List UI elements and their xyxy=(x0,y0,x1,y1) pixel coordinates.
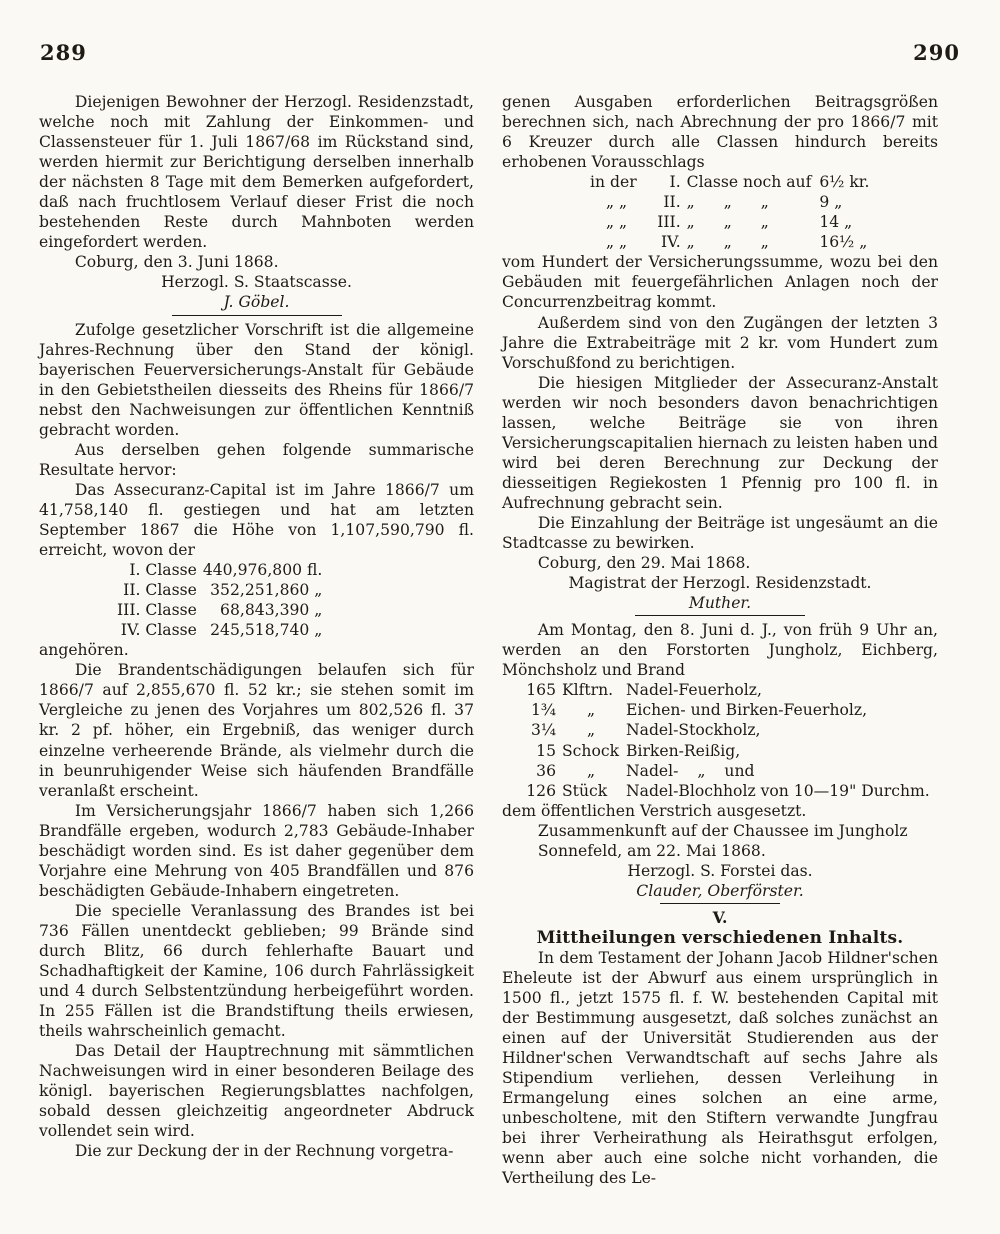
table-row xyxy=(520,700,930,720)
wood-unit: Stück xyxy=(562,781,608,800)
wood-lot-table xyxy=(520,680,930,800)
damages-paragraph: Die Brandentschädigungen belaufen sich für 1866/7 auf 2,855,670 fl. 52 kr.; sie stehen somit im Vergleiche zu jenen des Vorjahres um 802,526 fl. 37 kr. 2 pf. höher, ein Ergebniß, das weniger durch einzelne verheerende Brände, als vielmehr durch die in beunruhigender Weise sich häufenden Brandfälle veranlaßt erscheint. xyxy=(39,661,474,800)
class-value: 68,843,390 „ xyxy=(220,601,323,620)
table-row xyxy=(117,580,322,600)
table-row xyxy=(590,192,869,212)
detail-paragraph: Das Detail der Hauptrechnung mit sämmtlichen Nachweisungen wird in einer besonderen Beilage des königl. bayerischen Regierungsblattes nachfolgen, sobald dessen gleichzeitig angeordneter Abdruck vollendet sein wird. xyxy=(39,1042,474,1141)
class-label: I. Classe xyxy=(129,561,197,580)
wood-unit: „ xyxy=(586,761,596,780)
wood-item: Nadel-Blochholz von 10—19" Durchm. xyxy=(626,781,930,800)
auction-paragraph: Zusammenkunft auf der Chaussee im Jungholz xyxy=(537,821,908,840)
wood-item: Eichen- und Birken-Feuerholz, xyxy=(626,701,868,720)
issuing-authority: Herzogl. S. Staatscasse. xyxy=(161,273,352,292)
section-number: V. xyxy=(712,907,728,927)
rate-prefix: „ „ xyxy=(606,213,628,232)
rate-text: Classe noch auf xyxy=(686,173,812,192)
contribution-paragraph: vom Hundert der Versicherungssumme, wozu bei den Gebäuden mit feuergefährlichen Anlagen noch der Concurrenzbeitrag kommt. xyxy=(502,253,938,312)
divider xyxy=(172,315,342,316)
class-capital-table xyxy=(117,560,322,640)
wood-quantity: 165 xyxy=(526,681,556,700)
wood-item: Nadel- „ und xyxy=(626,761,755,780)
table-row xyxy=(117,600,322,620)
wood-quantity: 126 xyxy=(526,781,556,800)
wood-quantity: 1¾ xyxy=(530,701,556,720)
rate-value: 6½ kr. xyxy=(819,173,870,192)
divider xyxy=(635,615,805,616)
members-paragraph: Die hiesigen Mitglieder der Assecuranz-Anstalt werden wir noch besonders davon benachrichtigen lassen, welche Beiträge sie von ihren Versicherungscapitalien hiernach zu leisten haben und wird bei deren Berechnung zur Deckung der diesseitigen Regiekosten 1 Pfennig pro 100 fl. in Aufrechnung gebracht sein. xyxy=(502,373,938,512)
wood-quantity: 15 xyxy=(536,741,556,760)
rate-prefix: „ „ xyxy=(606,233,628,252)
signature: Clauder, Oberförster. xyxy=(636,881,804,900)
tax-notice-paragraph: Diejenigen Bewohner der Herzogl. Residenzstadt, welche noch mit Zahlung der Einkommen- und Classensteuer für 1. Juli 1867/68 im Rückstand sind, werden hiermit zur Berichtigung derselben innerhalb der nächsten 8 Tage mit dem Bemerken aufgefordert, daß nach fruchtlosem Verlauf dieser Frist die noch bestehenden Reste durch Mahnboten werden eingefordert werden. xyxy=(39,93,474,252)
rate-class: I. xyxy=(669,173,681,192)
table-row xyxy=(520,680,930,700)
right-column xyxy=(502,92,938,1189)
rate-value: 14 „ xyxy=(819,213,853,232)
coverage-paragraph: Die zur Deckung der in der Rechnung vorgetra- xyxy=(74,1142,454,1161)
class-value: 245,518,740 „ xyxy=(210,621,323,640)
class-label: III. Classe xyxy=(117,601,197,620)
causes-paragraph: Die specielle Veranlassung des Brandes ist bei 736 Fällen unentdeckt geblieben; 99 Brände sind durch Blitz, 66 durch fehlerhafte Bauart und Schadhaftigkeit der Kamine, 106 durch Fahrlässigkeit und 4 durch Selbstentzündung herbeigeführt worden. In 255 Fällen ist die Brandstiftung theils erwiesen, theils wahrscheinlich gemacht. xyxy=(39,901,474,1041)
class-label: IV. Classe xyxy=(120,621,197,640)
contribution-paragraph: genen Ausgaben erforderlichen Beitragsgrößen berechnen sich, nach Abrechnung der pro 1866/7 mit 6 Kreuzer durch alle Classen hindurch bereits erhobenen Vorausschlags xyxy=(502,93,938,172)
table-row xyxy=(117,620,322,640)
wood-quantity: 36 xyxy=(536,761,556,780)
rate-text: „ „ „ xyxy=(686,213,769,232)
payment-paragraph: Die Einzahlung der Beiträge ist ungesäumt an die Stadtcasse zu bewirken. xyxy=(502,513,938,553)
insurance-paragraph: angehören. xyxy=(39,641,129,660)
contribution-paragraph: Außerdem sind von den Zugängen der letzten 3 Jahre die Extrabeiträge mit 2 kr. vom Hundert zum Vorschußfond zu berichtigen. xyxy=(502,313,938,372)
fires-paragraph: Im Versicherungsjahr 1866/7 haben sich 1,266 Brandfälle ergeben, wodurch 2,783 Gebäude-Inhaber beschädigt worden sind. Es ist daher gegenüber dem Vorjahre eine Mehrung von 405 Brandfällen und 876 beschädigten Gebäude-Inhabern eingetreten. xyxy=(39,801,474,900)
rate-class: IV. xyxy=(661,233,681,252)
class-value: 440,976,800 fl. xyxy=(202,561,323,580)
section-title: Mittheilungen verschiedenen Inhalts. xyxy=(536,927,904,948)
issuing-authority: Herzogl. S. Forstei das. xyxy=(627,861,813,880)
rate-value: 9 „ xyxy=(819,193,843,212)
rate-prefix: „ „ xyxy=(606,193,628,212)
wood-item: Nadel-Stockholz, xyxy=(626,721,761,740)
divider xyxy=(660,903,780,904)
issuing-authority: Magistrat der Herzogl. Residenzstadt. xyxy=(568,574,872,593)
left-column xyxy=(39,92,474,1161)
page-number-right: 290 xyxy=(913,40,960,65)
rate-value: 16½ „ xyxy=(819,233,868,252)
class-label: II. Classe xyxy=(123,581,197,600)
auction-paragraph: dem öffentlichen Verstrich ausgesetzt. xyxy=(502,801,807,820)
table-row xyxy=(520,781,930,801)
insurance-paragraph: Aus derselben gehen folgende summarische Resultate hervor: xyxy=(39,440,474,479)
testament-paragraph: In dem Testament der Johann Jacob Hildner'schen Eheleute ist der Abwurf aus einem ursprünglich in 1500 fl., jetzt 1575 fl. f. W. bestehenden Capital mit der Bestimmung ausgesetzt, daß solches zunächst an einen auf der Universität Studierenden aus der Hildner'schen Verwandtschaft auf sechs Jahre als Stipendium verliehen, dessen Verleihung in Ermangelung eines solchen an eine arme, unbescholtene, mit den Stiftern verwandte Jungfrau bei ihrer Verheirathung als Heirathsgut erfolgen, wenn aber auch eine solche nicht vorhanden, die Vertheilung des Le- xyxy=(502,948,938,1188)
page-number-left: 289 xyxy=(40,40,87,65)
table-row xyxy=(520,761,930,781)
rate-class: III. xyxy=(657,213,681,232)
table-row xyxy=(520,720,930,740)
signature: J. Göbel. xyxy=(223,293,290,312)
wood-unit: Klftrn. xyxy=(562,681,614,700)
wood-unit: Schock xyxy=(562,741,620,760)
auction-paragraph: Am Montag, den 8. Juni d. J., von früh 9 Uhr an, werden an den Forstorten Jungholz, Eichberg, Mönchsholz und Brand xyxy=(502,621,938,680)
place-date: Coburg, den 3. Juni 1868. xyxy=(74,253,279,272)
insurance-paragraph: Das Assecuranz-Capital ist im Jahre 1866/7 um 41,758,140 fl. gestiegen und hat am letzten September 1867 die Höhe von 1,107,590,790 fl. erreicht, wovon der xyxy=(39,480,474,560)
table-row xyxy=(590,172,869,192)
place-date: Sonnefeld, am 22. Mai 1868. xyxy=(537,841,766,860)
table-row xyxy=(117,560,322,580)
place-date: Coburg, den 29. Mai 1868. xyxy=(537,554,751,573)
class-value: 352,251,860 „ xyxy=(210,581,323,600)
wood-item: Birken-Reißig, xyxy=(626,741,741,760)
rate-prefix: in der xyxy=(590,173,637,192)
rate-text: „ „ „ xyxy=(686,233,769,252)
rate-text: „ „ „ xyxy=(686,193,769,212)
rate-class: II. xyxy=(663,193,681,212)
table-row xyxy=(520,741,930,761)
wood-quantity: 3¼ xyxy=(530,721,556,740)
table-row xyxy=(590,232,869,252)
wood-unit: „ xyxy=(586,701,596,720)
insurance-paragraph: Zufolge gesetzlicher Vorschrift ist die allgemeine Jahres-Rechnung über den Stand der königl. bayerischen Feuerversicherungs-Anstalt für Gebäude in den Gebietstheilen diesseits des Rheins für 1866/7 nebst den Nachweisungen zur öffentlichen Kenntniß gebracht worden. xyxy=(39,320,474,439)
wood-unit: „ xyxy=(586,721,596,740)
table-row xyxy=(590,212,869,232)
wood-item: Nadel-Feuerholz, xyxy=(626,681,762,700)
signature: Muther. xyxy=(688,594,752,613)
contribution-rate-table xyxy=(590,172,869,252)
